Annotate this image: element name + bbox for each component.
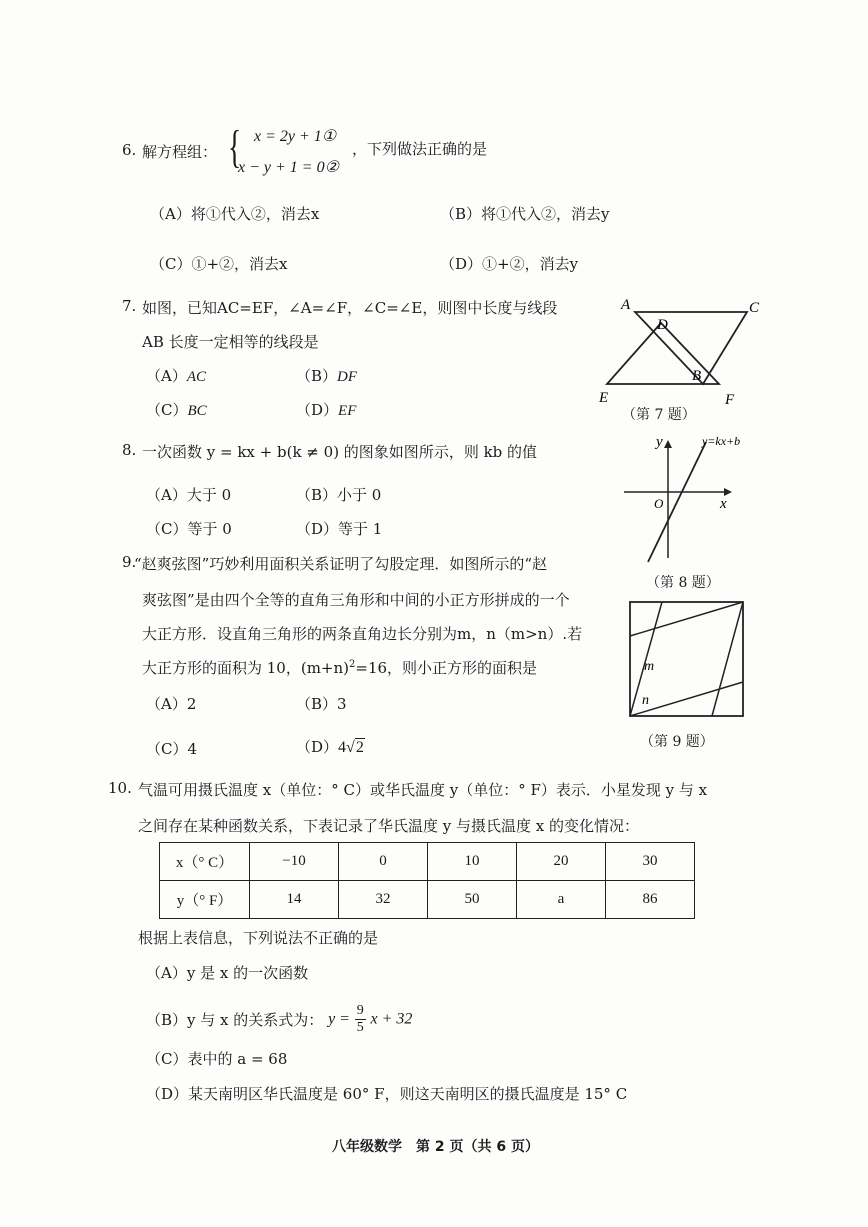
equation-brace: { (228, 121, 242, 172)
q10-option-b: （B）y 与 x 的关系式为： y = $\frac{9}{5}$ x + 32 (146, 1003, 413, 1035)
q9-option-a: （A）2 (146, 695, 197, 713)
q9-figure-caption: （第 9 题） (640, 734, 714, 750)
temperature-table (159, 842, 695, 919)
q8-option-c: （C）等于 0 (146, 520, 232, 538)
q6-option-c: （C）①+②，消去x (150, 255, 288, 273)
q7-line-1: 如图，已知AC=EF，∠A=∠F，∠C=∠E，则图中长度与线段 (142, 299, 558, 317)
q9-figure (628, 600, 746, 720)
q7-option-d: （D）EF (296, 401, 357, 419)
table-cell: −10 (250, 843, 339, 881)
q6-stem: 解方程组： (142, 143, 218, 161)
table-row (160, 843, 695, 881)
table-cell: 20 (517, 843, 606, 881)
q10-option-c: （C）表中的 a = 68 (146, 1050, 288, 1068)
table-cell: 32 (339, 881, 428, 919)
table-cell: 0 (339, 843, 428, 881)
q6-equation-2: x − y + 1 = 0② (238, 159, 339, 176)
hyp-1 (630, 602, 743, 636)
x-axis-label: x (720, 496, 727, 512)
table-row (160, 881, 695, 919)
q8-figure (618, 430, 748, 570)
triangle-acb (635, 312, 747, 384)
page-footer: 八年级数学 第 2 页（共 6 页） (332, 1139, 539, 1155)
q9-number: 9. (122, 553, 137, 571)
q6-option-a: （A）将①代入②，消去x (150, 205, 320, 223)
q9-line-2: 爽弦图”是由四个全等的直角三角形和中间的小正方形拼成的一个 (142, 591, 570, 609)
table-cell: 86 (606, 881, 695, 919)
q10-option-d: （D）某天南明区华氏温度是 60° F，则这天南明区的摄氏温度是 15° C (146, 1085, 628, 1103)
q8-stem: 一次函数 y = kx + b(k ≠ 0) 的图象如图所示，则 kb 的值 (142, 443, 538, 461)
point-b-label: B (692, 368, 702, 384)
y-axis-label: y (656, 434, 663, 450)
q8-option-a: （A）大于 0 (146, 486, 232, 504)
point-c-label: C (749, 300, 760, 316)
q8-option-b: （B）小于 0 (296, 486, 382, 504)
m-label: m (644, 659, 655, 674)
q8-option-d: （D）等于 1 (296, 520, 383, 538)
q6-number: 6. (122, 141, 137, 159)
n-label: n (642, 693, 649, 708)
q7-option-a: （A）AC (146, 367, 207, 385)
q8-figure-caption: （第 8 题） (646, 575, 720, 591)
fraction-nine-fifths: $\frac{9}{5}$ (356, 1003, 364, 1035)
q6-tail: ，下列做法正确的是 (352, 140, 488, 158)
hyp-2 (712, 602, 743, 716)
q7-line-2: AB 长度一定相等的线段是 (142, 333, 319, 351)
q9-line-3: 大正方形．设直角三角形的两条直角边长分别为m，n（m>n）.若 (142, 625, 583, 643)
q10-after-table: 根据上表信息，下列说法不正确的是 (138, 929, 379, 947)
line-label: y=kx+b (702, 434, 741, 448)
q9-option-d: （D）4√2 (296, 738, 364, 756)
q9-option-b: （B）3 (296, 695, 347, 713)
origin-label: O (654, 496, 664, 511)
x-axis-arrow (724, 488, 732, 496)
y-axis-arrow (664, 440, 672, 448)
table-cell: y（° F） (160, 881, 250, 919)
q7-figure-caption: （第 7 题） (622, 407, 696, 423)
q6-option-b: （B）将①代入②，消去y (440, 205, 610, 223)
table-cell: 30 (606, 843, 695, 881)
q9-line-4: 大正方形的面积为 10，$(m+n)^2=16$，则小正方形的面积是 (142, 659, 538, 677)
point-d-label: D (657, 317, 668, 333)
table-cell: 10 (428, 843, 517, 881)
table-cell: x（° C） (160, 843, 250, 881)
table-cell: 14 (250, 881, 339, 919)
point-f-label: F (725, 392, 735, 408)
q10-option-a: （A）y 是 x 的一次函数 (146, 964, 309, 982)
q7-option-b: （B）DF (296, 367, 358, 385)
table-cell: a (517, 881, 606, 919)
q10-line-1: 气温可用摄氏温度 x（单位：° C）或华氏温度 y（单位：° F）表示．小星发现 y 与 x (138, 781, 708, 799)
q7-number: 7. (122, 297, 137, 315)
q10-number: 10. (108, 779, 132, 797)
q9-option-c: （C）4 (146, 740, 198, 758)
point-a-label: A (621, 297, 631, 313)
q7-option-c: （C）BC (146, 401, 207, 419)
q9-line-1: “赵爽弦图”巧妙利用面积关系证明了勾股定理．如图所示的“赵 (134, 555, 548, 573)
table-cell: 50 (428, 881, 517, 919)
q8-number: 8. (122, 441, 137, 459)
q6-equation-1: x = 2y + 1① (254, 128, 337, 145)
q6-option-d: （D）①+②，消去y (440, 255, 579, 273)
point-e-label: E (599, 390, 609, 406)
q10-line-2: 之间存在某种函数关系，下表记录了华氏温度 y 与摄氏温度 x 的变化情况： (138, 817, 640, 835)
